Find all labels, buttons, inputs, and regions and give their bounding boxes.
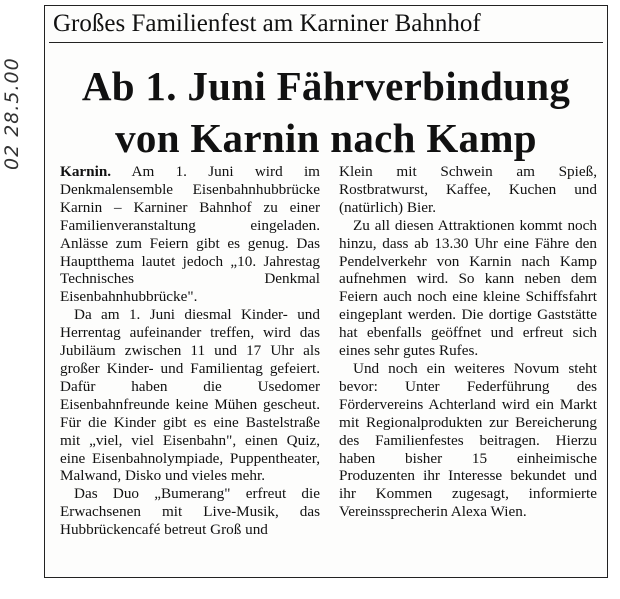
paragraph-text: Am 1. Juni wird im Denkmalensemble Eisenbahnhubbrücke Karnin – Karniner Bahnhof zu einer Familienveranstaltung eingeladen. Anlässe zum Feiern gibt es genug. Das Hauptthema lautet jedoch „10. Jahrestag Technisches Denkmal Eisenbahnhubbrücke". — [60, 163, 320, 306]
dateline: Karnin. — [60, 163, 112, 180]
divider-rule — [49, 42, 603, 43]
headline-line-1: Ab 1. Juni Fährverbindung — [81, 63, 571, 109]
article-paragraph-continued: Klein mit Schwein am Spieß, Rostbratwurst, Kaffee, Kuchen und (natürlich) Bier. — [339, 163, 597, 216]
article-column-1 — [60, 163, 320, 539]
handwritten-date: 02 28.5.00 — [1, 57, 23, 170]
article-paragraph: Das Duo „Bumerang" erfreut die Erwachsenen mit Live-Musik, das Hubbrückencafé betreut Groß und — [60, 485, 320, 539]
headline-line-2: von Karnin nach Kamp — [115, 115, 537, 161]
article-column-2 — [339, 163, 597, 521]
article-paragraph — [60, 163, 320, 306]
article-paragraph: Zu all diesen Attraktionen kommt noch hinzu, dass ab 13.30 Uhr eine Fähre den Pendelverkehr von Karnin nach Kamp aufnehmen wird. So kann neben dem Feiern auch noch eine kleine Schiffsfahrt eingeplant werden. Die dortige Gaststätte hat ebenfalls geöffnet und erfreut sich eines sehr gutes Rufes. — [339, 216, 597, 360]
main-headline — [45, 60, 607, 164]
kicker-headline: Großes Familienfest am Karniner Bahnhof — [53, 10, 481, 37]
article-paragraph: Da am 1. Juni diesmal Kinder- und Herrentag aufeinander treffen, wird das Jubiläum zwischen 11 und 17 Uhr als großer Kinder- und Familientag gefeiert. Dafür haben die Usedomer Eisenbahnfreunde keine Mühen gescheut. Für die Kinder gibt es eine Bastelstraße mit „viel, viel Eisenbahn", einen Quiz, eine Eisenbahnolympiade, Puppentheater, Malwand, Disko und vieles mehr. — [60, 306, 320, 485]
article-paragraph: Und noch ein weiteres Novum steht bevor: Unter Federführung des Fördervereins Achterland wird ein Markt mit Regionalprodukten zur Bereicherung des Familienfestes beitragen. Hierzu haben bisher 15 einheimische Produzenten ihr Interesse bekundet und ihr Kommen zugesagt, informierte Vereinssprecherin Alexa Wien. — [339, 359, 597, 521]
